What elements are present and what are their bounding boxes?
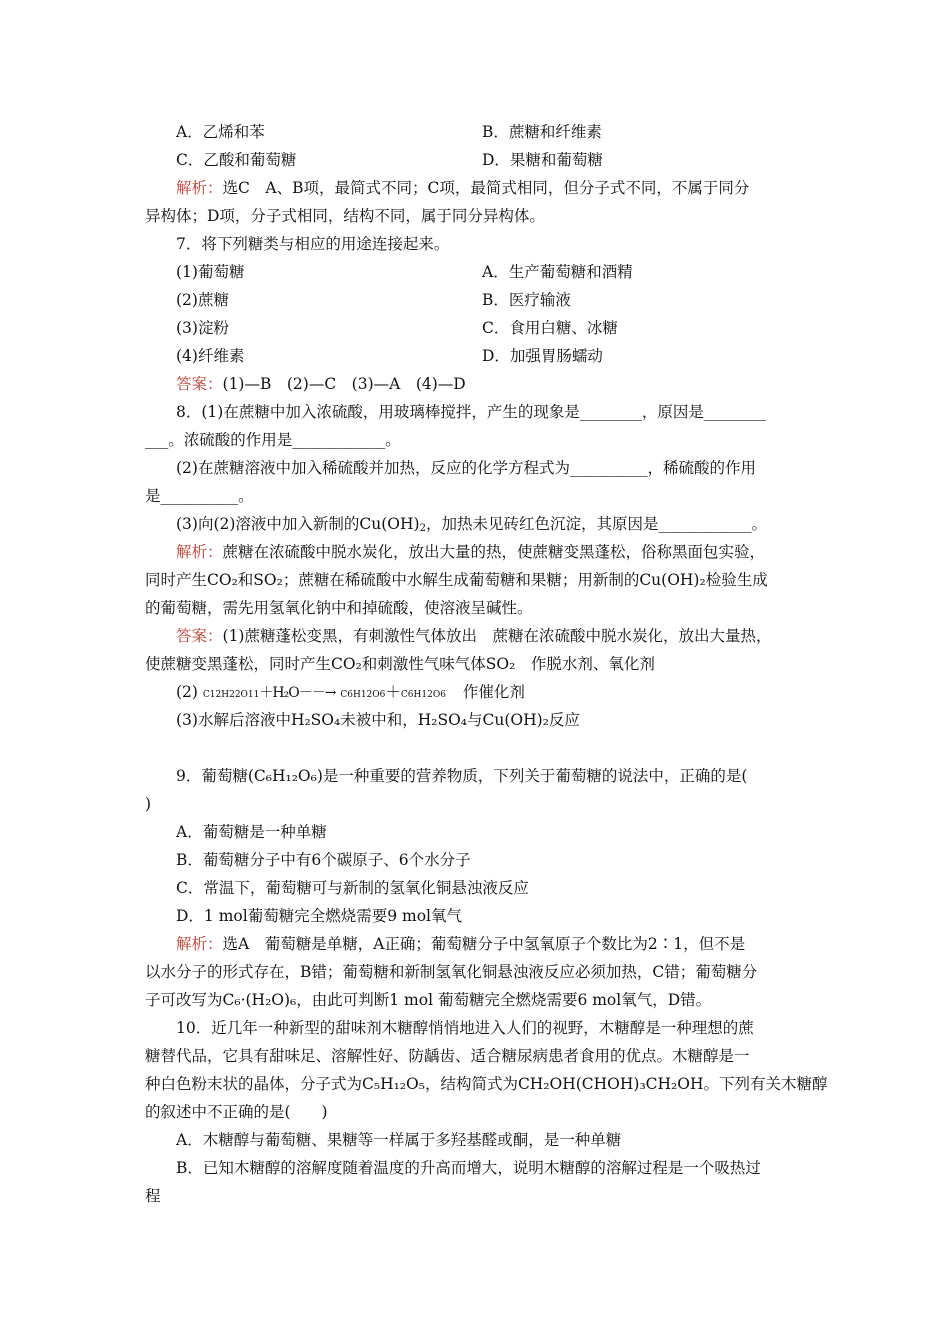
q6-option-c: C．乙酸和葡萄糖	[176, 151, 297, 169]
q8-line-3: (2)在蔗糖溶液中加入稀硫酸并加热，反应的化学方程式为__________，稀硫酸的作用	[176, 459, 756, 477]
analysis-label: 解析：	[176, 543, 223, 561]
q8-answer-text: (1)蔗糖蓬松变黑，有刺激性气体放出 蔗糖在浓硫酸中脱水炭化，放出大量热，	[222, 627, 772, 645]
answer-label: 答案：	[176, 375, 223, 393]
q7-left-3: (3)淀粉	[176, 319, 229, 337]
q8-line-5-b: ，加热未见砖红色沉淀，其原因是____________。	[425, 515, 767, 533]
q7-answer-text: (1)—B (2)—C (3)—A (4)—D	[222, 375, 466, 393]
q10-line-4: 的叙述中不正确的是( )	[145, 1103, 328, 1121]
q7-stem: 7．将下列糖类与相应的用途连接起来。	[176, 235, 450, 253]
eq-plus: ＋	[385, 683, 401, 701]
q7-left-2: (2)蔗糖	[176, 291, 229, 309]
q8-line-5-sub: 2	[419, 523, 426, 534]
q8-line-5-a: (3)向(2)溶液中加入新制的Cu(OH)	[176, 515, 420, 533]
q8-equation	[176, 678, 832, 709]
q6-option-d: D．果糖和葡萄糖	[482, 151, 603, 169]
q8-answer-line-1	[176, 622, 832, 650]
q8-line-1: 8．(1)在蔗糖中加入浓硫酸，用玻璃棒搅拌，产生的现象是________，原因是________	[176, 403, 766, 421]
q8-analysis-line-2: 同时产生CO₂和SO₂；蔗糖在稀硫酸中水解生成葡萄糖和果糖；用新制的Cu(OH)₂检验生成	[145, 571, 768, 589]
q10-line-1: 10．近几年一种新型的甜味剂木糖醇悄悄地进入人们的视野，木糖醇是一种理想的蔗	[176, 1019, 754, 1037]
q6-analysis-line-1	[176, 174, 832, 202]
q7-right-c: C．食用白糖、冰糖	[482, 319, 618, 337]
q9-stem-1: 9．葡萄糖(C₆H₁₂O₆)是一种重要的营养物质，下列关于葡萄糖的说法中，正确的是(	[176, 767, 748, 785]
q9-option-b: B．葡萄糖分子中有6个碳原子、6个水分子	[176, 851, 471, 869]
q10-option-b-line-1: B．已知木糖醇的溶解度随着温度的升高而增大，说明木糖醇的溶解过程是一个吸热过	[176, 1159, 761, 1177]
q9-option-c: C．常温下，葡萄糖可与新制的氢氧化铜悬浊液反应	[176, 879, 529, 897]
analysis-label: 解析：	[176, 935, 223, 953]
q9-stem-2: )	[145, 795, 152, 813]
q7-right-b: B．医疗输液	[482, 291, 571, 309]
q10-line-3: 种白色粉末状的晶体，分子式为C₅H₁₂O₅，结构简式为CH₂OH(CHOH)₃CH₂OH。下列有关木糖醇	[145, 1075, 828, 1093]
q8-analysis-text: 蔗糖在浓硫酸中脱水炭化，放出大量的热，使蔗糖变黑蓬松，俗称黑面包实验，	[222, 543, 766, 561]
q10-line-2: 糖替代品，它具有甜味足、溶解性好、防龋齿、适合糖尿病患者食用的优点。木糖醇是一	[145, 1047, 750, 1065]
q9-option-a: A．葡萄糖是一种单糖	[176, 823, 327, 841]
eq-suffix: 作催化剂	[462, 683, 525, 701]
q6-analysis-text: 选C A、B项，最简式不同；C项，最简式相同，但分子式不同，不属于同分	[222, 179, 750, 197]
eq-glucose: C6H12O6	[340, 690, 386, 700]
q10-option-a: A．木糖醇与葡萄糖、果糖等一样属于多羟基醛或酮，是一种单糖	[176, 1131, 622, 1149]
q6-option-a: A．乙烯和苯	[176, 123, 265, 141]
eq-prefix: (2)	[176, 683, 198, 701]
q7-left-1: (1)葡萄糖	[176, 263, 245, 281]
q8-line-2: ___。浓硫酸的作用是____________。	[145, 431, 401, 449]
answer-label: 答案：	[176, 627, 223, 645]
q9-analysis-line-1	[176, 930, 832, 958]
q8-analysis-line-3: 的葡萄糖，需先用氢氧化钠中和掉硫酸，使溶液呈碱性。	[145, 599, 533, 617]
q7-left-4: (4)纤维素	[176, 347, 245, 365]
q9-analysis-line-2: 以水分子的形式存在，B错；葡萄糖和新制氢氧化铜悬浊液反应必须加热，C错；葡萄糖分	[145, 963, 758, 981]
analysis-label: 解析：	[176, 179, 223, 197]
q9-analysis-line-3: 子可改写为C₆·(H₂O)₆，由此可判断1 mol 葡萄糖完全燃烧需要6 mol氧气，D错。	[145, 991, 712, 1009]
q9-option-d: D．1 mol葡萄糖完全燃烧需要9 mol氧气	[176, 907, 462, 925]
q10-option-b-line-2: 程	[145, 1187, 161, 1205]
q8-analysis-line-1	[176, 538, 832, 566]
q8-line-4: 是__________。	[145, 487, 254, 505]
q9-analysis-text: 选A 葡萄糖是单糖，A正确；葡萄糖分子中氢氧原子个数比为2∶1，但不是	[222, 935, 746, 953]
q8-answer-line-3: (3)水解后溶液中H₂SO₄未被中和，H₂SO₄与Cu(OH)₂反应	[176, 711, 580, 729]
eq-fructose: C6H12O6	[400, 690, 446, 700]
q6-option-b: B．蔗糖和纤维素	[482, 123, 602, 141]
eq-sucrose: C12H22O11	[202, 690, 260, 700]
q8-line-5	[176, 510, 832, 538]
q7-right-d: D．加强胃肠蠕动	[482, 347, 603, 365]
q6-analysis-line-2: 异构体；D项，分子式相同，结构不同，属于同分异构体。	[145, 207, 545, 225]
eq-arrow: ＋H₂O－－→	[259, 685, 336, 701]
q7-right-a: A．生产葡萄糖和酒精	[482, 263, 633, 281]
q7-answer	[176, 370, 832, 398]
q8-answer-line-2: 使蔗糖变黑蓬松，同时产生CO₂和刺激性气味气体SO₂ 作脱水剂、氧化剂	[145, 655, 655, 673]
